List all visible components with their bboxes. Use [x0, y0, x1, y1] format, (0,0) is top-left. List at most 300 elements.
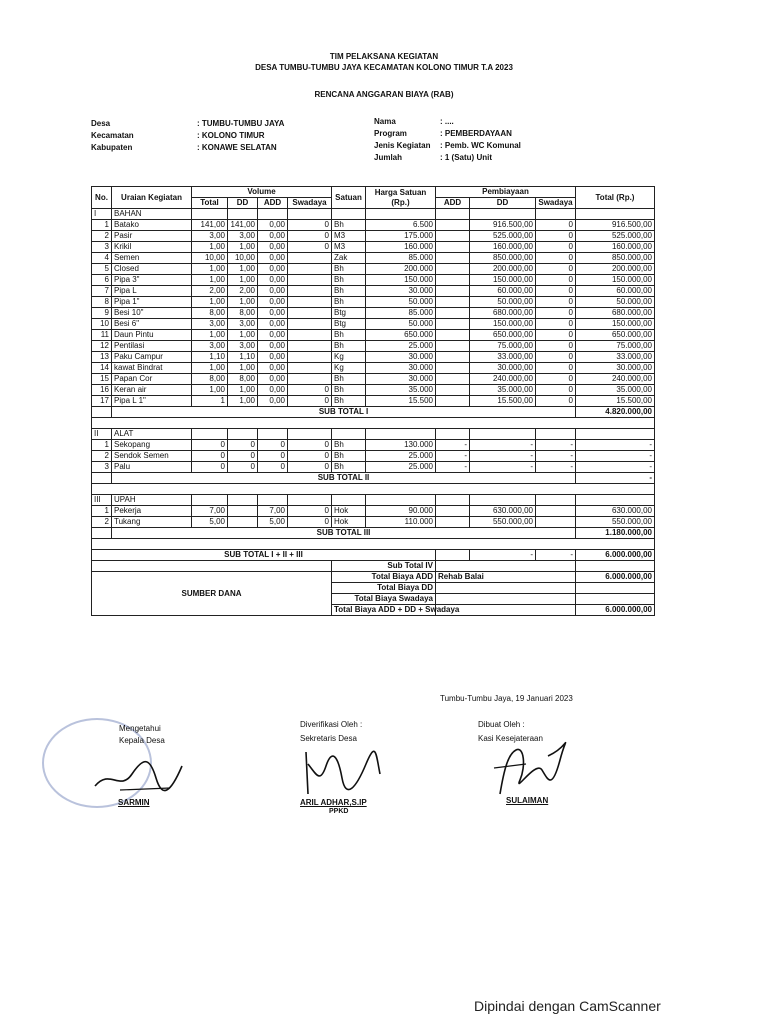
sig2-sub: PPKD: [329, 808, 349, 815]
row-vol-total: 1,00: [192, 297, 228, 308]
row-total: 160.000,00: [576, 242, 655, 253]
grand-pb-dd: -: [470, 550, 536, 561]
funding-label: Total Biaya DD: [332, 583, 436, 594]
empty-cell: [332, 495, 366, 506]
row-harga: 85.000: [366, 253, 436, 264]
col-pb-swadaya: Swadaya: [536, 198, 576, 209]
info-label: Program: [374, 129, 407, 138]
row-item: Sekopang: [112, 440, 192, 451]
signature-mark-1: [90, 748, 190, 798]
row-pb-add: [436, 385, 470, 396]
row-vol-total: 1,00: [192, 363, 228, 374]
row-vol-add: 0,00: [258, 374, 288, 385]
row-vol-add: 0,00: [258, 297, 288, 308]
row-item: Tukang: [112, 517, 192, 528]
row-vol-add: 0,00: [258, 231, 288, 242]
empty-cell: [436, 550, 470, 561]
row-vol-swadaya: [288, 341, 332, 352]
row-satuan: Bh: [332, 451, 366, 462]
section-header-row: [92, 495, 655, 506]
info-value: : KOLONO TIMUR: [197, 131, 265, 140]
row-total: 15.500,00: [576, 396, 655, 407]
row-no: 13: [92, 352, 112, 363]
row-no: 2: [92, 517, 112, 528]
info-label: Nama: [374, 117, 396, 126]
row-pb-add: [436, 341, 470, 352]
row-harga: 30.000: [366, 363, 436, 374]
empty-cell: [192, 209, 228, 220]
table-row: [92, 506, 655, 517]
row-pb-add: [436, 352, 470, 363]
sig1-name: SARMIN: [118, 798, 150, 807]
row-item: Keran air: [112, 385, 192, 396]
table-row: [92, 462, 655, 473]
row-harga: 90.000: [366, 506, 436, 517]
row-vol-total: 3,00: [192, 231, 228, 242]
row-total: 680.000,00: [576, 308, 655, 319]
row-vol-dd: 141,00: [228, 220, 258, 231]
row-vol-swadaya: 0: [288, 506, 332, 517]
row-pb-add: -: [436, 440, 470, 451]
row-pb-add: [436, 396, 470, 407]
col-vol-dd: DD: [228, 198, 258, 209]
row-vol-add: 0,00: [258, 396, 288, 407]
row-total: 916.500,00: [576, 220, 655, 231]
empty-cell: [366, 209, 436, 220]
funding-label: Total Biaya Swadaya: [332, 594, 436, 605]
row-pb-dd: 35.000,00: [470, 385, 536, 396]
row-harga: 160.000: [366, 242, 436, 253]
row-vol-dd: 2,00: [228, 286, 258, 297]
row-vol-swadaya: [288, 253, 332, 264]
funding-label: Total Biaya ADD + DD + Swadaya: [332, 605, 436, 616]
row-no: 3: [92, 242, 112, 253]
info-label: Kecamatan: [91, 131, 134, 140]
row-item: Batako: [112, 220, 192, 231]
row-item: Pasir: [112, 231, 192, 242]
row-pb-dd: 240.000,00: [470, 374, 536, 385]
document-title: RENCANA ANGGARAN BIAYA (RAB): [314, 90, 454, 99]
row-satuan: Bh: [332, 440, 366, 451]
row-harga: 25.000: [366, 341, 436, 352]
row-vol-swadaya: [288, 286, 332, 297]
col-vol-add: ADD: [258, 198, 288, 209]
row-pb-add: [436, 363, 470, 374]
row-vol-total: 3,00: [192, 341, 228, 352]
row-pb-add: [436, 506, 470, 517]
row-satuan: Btg: [332, 308, 366, 319]
table-row: [92, 385, 655, 396]
row-total: -: [576, 440, 655, 451]
row-vol-add: 0,00: [258, 264, 288, 275]
empty-cell: [436, 209, 470, 220]
info-label: Jumlah: [374, 153, 403, 162]
row-item: Semen: [112, 253, 192, 264]
row-pb-dd: 75.000,00: [470, 341, 536, 352]
camscanner-footer: Dipindai dengan CamScanner: [474, 998, 661, 1014]
row-no: 6: [92, 275, 112, 286]
row-satuan: Bh: [332, 462, 366, 473]
row-harga: 30.000: [366, 374, 436, 385]
empty-cell: [576, 429, 655, 440]
funding-note: [436, 583, 576, 594]
col-harga-label: Harga Satuan: [374, 187, 427, 197]
row-pb-swadaya: 0: [536, 253, 576, 264]
empty-cell: [92, 528, 112, 539]
row-vol-swadaya: 0: [288, 231, 332, 242]
row-pb-swadaya: 0: [536, 341, 576, 352]
row-vol-swadaya: [288, 374, 332, 385]
row-pb-add: [436, 231, 470, 242]
row-item: Pipa 3": [112, 275, 192, 286]
row-vol-dd: 3,00: [228, 231, 258, 242]
funding-value: [576, 594, 655, 605]
row-pb-dd: -: [470, 440, 536, 451]
subtotal-row: [92, 473, 655, 484]
sig3-role1: Dibuat Oleh :: [478, 720, 525, 729]
row-vol-dd: 3,00: [228, 341, 258, 352]
row-vol-total: 3,00: [192, 319, 228, 330]
row-harga: 110.000: [366, 517, 436, 528]
row-vol-total: 8,00: [192, 374, 228, 385]
empty-cell: [228, 429, 258, 440]
row-satuan: Kg: [332, 352, 366, 363]
row-vol-dd: 1,00: [228, 264, 258, 275]
row-pb-dd: -: [470, 462, 536, 473]
sig3-name: SULAIMAN: [506, 796, 549, 805]
row-pb-swadaya: 0: [536, 308, 576, 319]
row-total: 75.000,00: [576, 341, 655, 352]
row-vol-add: 0,00: [258, 220, 288, 231]
row-vol-total: 1,00: [192, 385, 228, 396]
row-vol-swadaya: [288, 264, 332, 275]
row-pb-dd: 33.000,00: [470, 352, 536, 363]
info-label: Desa: [91, 119, 111, 128]
row-pb-swadaya: 0: [536, 242, 576, 253]
row-pb-swadaya: [536, 506, 576, 517]
row-pb-swadaya: 0: [536, 352, 576, 363]
row-no: 2: [92, 451, 112, 462]
row-pb-dd: -: [470, 451, 536, 462]
row-total: 630.000,00: [576, 506, 655, 517]
row-pb-dd: 150.000,00: [470, 319, 536, 330]
grand-pb-swadaya: -: [536, 550, 576, 561]
row-item: kawat Bindrat: [112, 363, 192, 374]
row-item: Palu: [112, 462, 192, 473]
row-satuan: Bh: [332, 286, 366, 297]
spacer-row: [92, 484, 655, 495]
empty-cell: [92, 561, 332, 572]
row-no: 14: [92, 363, 112, 374]
row-vol-dd: 1,00: [228, 330, 258, 341]
funding-note: Rehab Balai: [436, 572, 576, 583]
row-pb-swadaya: 0: [536, 363, 576, 374]
row-total: 150.000,00: [576, 275, 655, 286]
col-harga-unit: (Rp.): [391, 197, 410, 207]
row-item: Closed: [112, 264, 192, 275]
table-row: [92, 319, 655, 330]
row-pb-add: [436, 264, 470, 275]
subtotal-value: 1.180.000,00: [576, 528, 655, 539]
row-vol-dd: 3,00: [228, 319, 258, 330]
row-vol-add: 7,00: [258, 506, 288, 517]
spacer-row: [92, 418, 655, 429]
table-row: [92, 330, 655, 341]
row-vol-total: 0: [192, 440, 228, 451]
row-vol-total: 7,00: [192, 506, 228, 517]
row-no: 1: [92, 220, 112, 231]
subtotal-row: [92, 407, 655, 418]
row-no: 2: [92, 231, 112, 242]
row-pb-dd: 50.000,00: [470, 297, 536, 308]
row-no: 8: [92, 297, 112, 308]
spacer-row: [92, 539, 655, 550]
row-harga: 25.000: [366, 451, 436, 462]
row-satuan: Bh: [332, 396, 366, 407]
row-vol-swadaya: [288, 275, 332, 286]
row-pb-swadaya: 0: [536, 330, 576, 341]
empty-cell: [470, 495, 536, 506]
row-vol-add: 0,00: [258, 242, 288, 253]
subtotal-label: SUB TOTAL III: [112, 528, 576, 539]
funding-label: Total Biaya ADD: [332, 572, 436, 583]
row-item: Paku Campur: [112, 352, 192, 363]
row-item: Besi 10": [112, 308, 192, 319]
info-left: [91, 118, 284, 154]
row-item: Papan Cor: [112, 374, 192, 385]
row-satuan: Bh: [332, 220, 366, 231]
row-pb-dd: 30.000,00: [470, 363, 536, 374]
row-total: 35.000,00: [576, 385, 655, 396]
row-vol-swadaya: [288, 330, 332, 341]
row-satuan: Bh: [332, 330, 366, 341]
row-pb-swadaya: 0: [536, 264, 576, 275]
row-harga: 15.500: [366, 396, 436, 407]
row-harga: 200.000: [366, 264, 436, 275]
row-vol-add: 0,00: [258, 385, 288, 396]
table-row: [92, 275, 655, 286]
col-satuan: Satuan: [332, 187, 366, 209]
row-pb-swadaya: 0: [536, 396, 576, 407]
col-harga: [366, 187, 436, 209]
row-vol-dd: 10,00: [228, 253, 258, 264]
col-pembiayaan: Pembiayaan: [436, 187, 576, 198]
row-vol-dd: 8,00: [228, 308, 258, 319]
table-header: [92, 187, 655, 209]
row-item: Pentilasi: [112, 341, 192, 352]
row-vol-dd: 1,00: [228, 385, 258, 396]
row-item: Pekerja: [112, 506, 192, 517]
row-no: 5: [92, 264, 112, 275]
signature-mark-2: [296, 744, 386, 800]
col-uraian: Uraian Kegiatan: [112, 187, 192, 209]
row-vol-dd: 0: [228, 462, 258, 473]
row-pb-swadaya: 0: [536, 385, 576, 396]
row-harga: 30.000: [366, 352, 436, 363]
row-vol-add: 0: [258, 462, 288, 473]
row-vol-swadaya: [288, 308, 332, 319]
empty-cell: [470, 429, 536, 440]
empty-cell: [366, 429, 436, 440]
funding-value: 6.000.000,00: [576, 605, 655, 616]
info-value: : Pemb. WC Komunal: [440, 141, 521, 150]
table-row: [92, 308, 655, 319]
empty-cell: [288, 429, 332, 440]
row-vol-dd: 1,00: [228, 297, 258, 308]
row-total: -: [576, 462, 655, 473]
table-row: [92, 352, 655, 363]
row-pb-add: [436, 297, 470, 308]
row-vol-add: 0,00: [258, 253, 288, 264]
section-header-row: [92, 429, 655, 440]
row-harga: 130.000: [366, 440, 436, 451]
row-vol-swadaya: [288, 319, 332, 330]
empty-cell: [536, 429, 576, 440]
row-satuan: Kg: [332, 363, 366, 374]
empty-cell: [92, 407, 112, 418]
sumber-dana-label: SUMBER DANA: [92, 572, 332, 616]
section-roman: II: [92, 429, 112, 440]
row-vol-swadaya: 0: [288, 440, 332, 451]
row-no: 11: [92, 330, 112, 341]
row-satuan: Hok: [332, 517, 366, 528]
table-row: [92, 341, 655, 352]
row-vol-total: 1: [192, 396, 228, 407]
sig1-role1: Mengetahui: [119, 724, 161, 733]
row-no: 7: [92, 286, 112, 297]
row-item: Krikil: [112, 242, 192, 253]
row-vol-swadaya: 0: [288, 385, 332, 396]
row-vol-total: 0: [192, 462, 228, 473]
row-vol-total: 2,00: [192, 286, 228, 297]
funding-note: [436, 594, 576, 605]
row-total: 50.000,00: [576, 297, 655, 308]
row-no: 17: [92, 396, 112, 407]
row-pb-add: [436, 253, 470, 264]
empty-cell: [288, 209, 332, 220]
row-satuan: Bh: [332, 374, 366, 385]
empty-cell: [436, 429, 470, 440]
info-value: : ....: [440, 117, 454, 126]
row-no: 9: [92, 308, 112, 319]
empty-cell: [536, 209, 576, 220]
sig1-role2: Kepala Desa: [119, 736, 165, 745]
grand-total: 6.000.000,00: [576, 550, 655, 561]
table-row: [92, 451, 655, 462]
row-vol-swadaya: 0: [288, 220, 332, 231]
row-pb-add: [436, 517, 470, 528]
empty-cell: [258, 209, 288, 220]
row-total: -: [576, 451, 655, 462]
row-harga: 85.000: [366, 308, 436, 319]
row-pb-swadaya: 0: [536, 374, 576, 385]
row-item: Pipa 1": [112, 297, 192, 308]
empty-cell: [92, 484, 655, 495]
signature-mark-3: [486, 740, 576, 800]
row-vol-swadaya: 0: [288, 517, 332, 528]
row-satuan: Bh: [332, 341, 366, 352]
empty-cell: [92, 418, 655, 429]
row-total: 550.000,00: [576, 517, 655, 528]
empty-cell: [332, 429, 366, 440]
row-item: Daun Pintu: [112, 330, 192, 341]
funding-row: [92, 572, 655, 583]
row-satuan: Bh: [332, 275, 366, 286]
empty-cell: [258, 495, 288, 506]
table-row: [92, 253, 655, 264]
row-no: 15: [92, 374, 112, 385]
row-item: Sendok Semen: [112, 451, 192, 462]
row-vol-swadaya: 0: [288, 396, 332, 407]
table-row: [92, 297, 655, 308]
empty-cell: [228, 495, 258, 506]
row-vol-dd: 1,00: [228, 396, 258, 407]
row-total: 850.000,00: [576, 253, 655, 264]
row-pb-add: [436, 374, 470, 385]
org-title: TIM PELAKSANA KEGIATAN: [329, 52, 439, 61]
col-vol-swadaya: Swadaya: [288, 198, 332, 209]
empty-cell: [192, 429, 228, 440]
col-volume: Volume: [192, 187, 332, 198]
section-header-row: [92, 209, 655, 220]
table-body: [92, 209, 655, 550]
row-total: 33.000,00: [576, 352, 655, 363]
row-no: 1: [92, 440, 112, 451]
row-item: Pipa L: [112, 286, 192, 297]
row-vol-swadaya: [288, 363, 332, 374]
row-vol-dd: [228, 506, 258, 517]
row-total: 240.000,00: [576, 374, 655, 385]
empty-cell: [536, 495, 576, 506]
row-harga: 650.000: [366, 330, 436, 341]
col-vol-total: Total: [192, 198, 228, 209]
col-no: No.: [92, 187, 112, 209]
row-pb-dd: 15.500,00: [470, 396, 536, 407]
row-pb-swadaya: -: [536, 462, 576, 473]
subtotal-iv-label: Sub Total IV: [332, 561, 436, 572]
row-vol-add: 0,00: [258, 363, 288, 374]
place-date: Tumbu-Tumbu Jaya, 19 Januari 2023: [440, 694, 573, 703]
row-vol-swadaya: [288, 297, 332, 308]
row-vol-dd: 0: [228, 451, 258, 462]
row-pb-dd: 916.500,00: [470, 220, 536, 231]
row-total: 525.000,00: [576, 231, 655, 242]
row-vol-add: 0,00: [258, 330, 288, 341]
row-vol-add: 0: [258, 451, 288, 462]
info-right: [374, 116, 521, 164]
subtotal-iv-row: [92, 561, 655, 572]
row-vol-swadaya: 0: [288, 242, 332, 253]
row-vol-dd: 1,00: [228, 363, 258, 374]
row-pb-add: [436, 220, 470, 231]
sig2-name: ARIL ADHAR,S.IP: [300, 798, 367, 807]
row-pb-add: [436, 308, 470, 319]
section-roman: I: [92, 209, 112, 220]
row-pb-swadaya: 0: [536, 275, 576, 286]
row-vol-add: 0,00: [258, 275, 288, 286]
row-no: 4: [92, 253, 112, 264]
row-pb-swadaya: 0: [536, 220, 576, 231]
info-value: : PEMBERDAYAAN: [440, 129, 512, 138]
info-value: : KONAWE SELATAN: [197, 143, 277, 152]
row-pb-dd: 160.000,00: [470, 242, 536, 253]
row-pb-swadaya: [536, 517, 576, 528]
row-vol-add: 0,00: [258, 352, 288, 363]
row-vol-total: 1,00: [192, 275, 228, 286]
row-satuan: Btg: [332, 319, 366, 330]
sig2-role1: Diverifikasi Oleh :: [300, 720, 363, 729]
row-pb-add: [436, 319, 470, 330]
